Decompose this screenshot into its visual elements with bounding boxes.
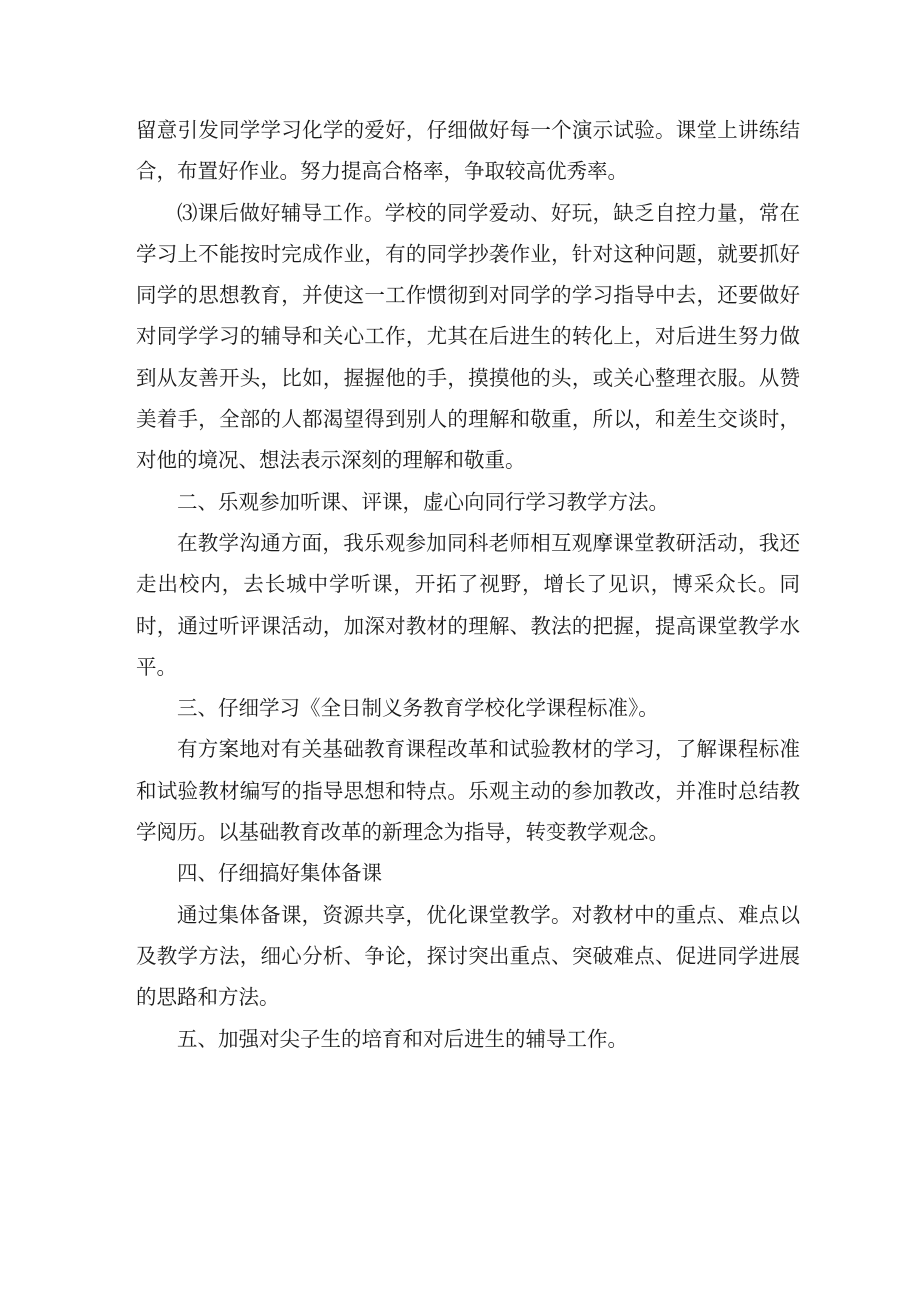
paragraph-after-class-tutoring: ⑶课后做好辅导工作。学校的同学爱动、好玩，缺乏自控力量，常在学习上不能按时完成作业，有的同学抄袭作业，针对这种问题，就要抓好同学的思想教育，并使这一工作惯彻到对同学的学习指导中去，还要做好对同学学习的辅导和关心工作，尤其在后进生的转化上，对后进生努力做到从友善开头，比如，握握他的手，摸摸他的头，或关心整理衣服。从赞美着手，全部的人都渴望得到别人的理解和敬重，所以，和差生交谈时，对他的境况、想法表示深刻的理解和敬重。 [136, 200, 800, 473]
section-heading-three: 三、仔细学习《全日制义务教育学校化学课程标准》。 [177, 696, 659, 721]
paragraph-collective-lesson-prep: 通过集体备课，资源共享，优化课堂教学。对教材中的重点、难点以及教学方法，细心分析、争论，探讨突出重点、突破难点、促进同学进展的思路和方法。 [136, 902, 800, 1010]
paragraph-teaching-exchange: 在教学沟通方面，我乐观参加同科老师相互观摩课堂教研活动，我还走出校内，去长城中学听课，开拓了视野，增长了见识，博采众长。同时，通过听评课活动，加深对教材的理解、教法的把握，提高课堂教学水平。 [136, 530, 800, 679]
section-heading-four: 四、仔细搞好集体备课 [177, 861, 382, 886]
section-heading-two: 二、乐观参加听课、评课，虚心向同行学习教学方法。 [177, 489, 669, 514]
paragraph-teaching-practice-continued: 留意引发同学学习化学的爱好，仔细做好每一个演示试验。课堂上讲练结合，布置好作业。努力提高合格率，争取较高优秀率。 [136, 118, 800, 184]
section-heading-five: 五、加强对尖子生的培育和对后进生的辅导工作。 [177, 1026, 628, 1051]
paragraph-curriculum-study: 有方案地对有关基础教育课程改革和试验教材的学习，了解课程标准和试验教材编写的指导思想和特点。乐观主动的参加教改，并准时总结教学阅历。以基础教育改革的新理念为指导，转变教学观念。 [136, 737, 800, 845]
document-body [136, 110, 800, 1060]
